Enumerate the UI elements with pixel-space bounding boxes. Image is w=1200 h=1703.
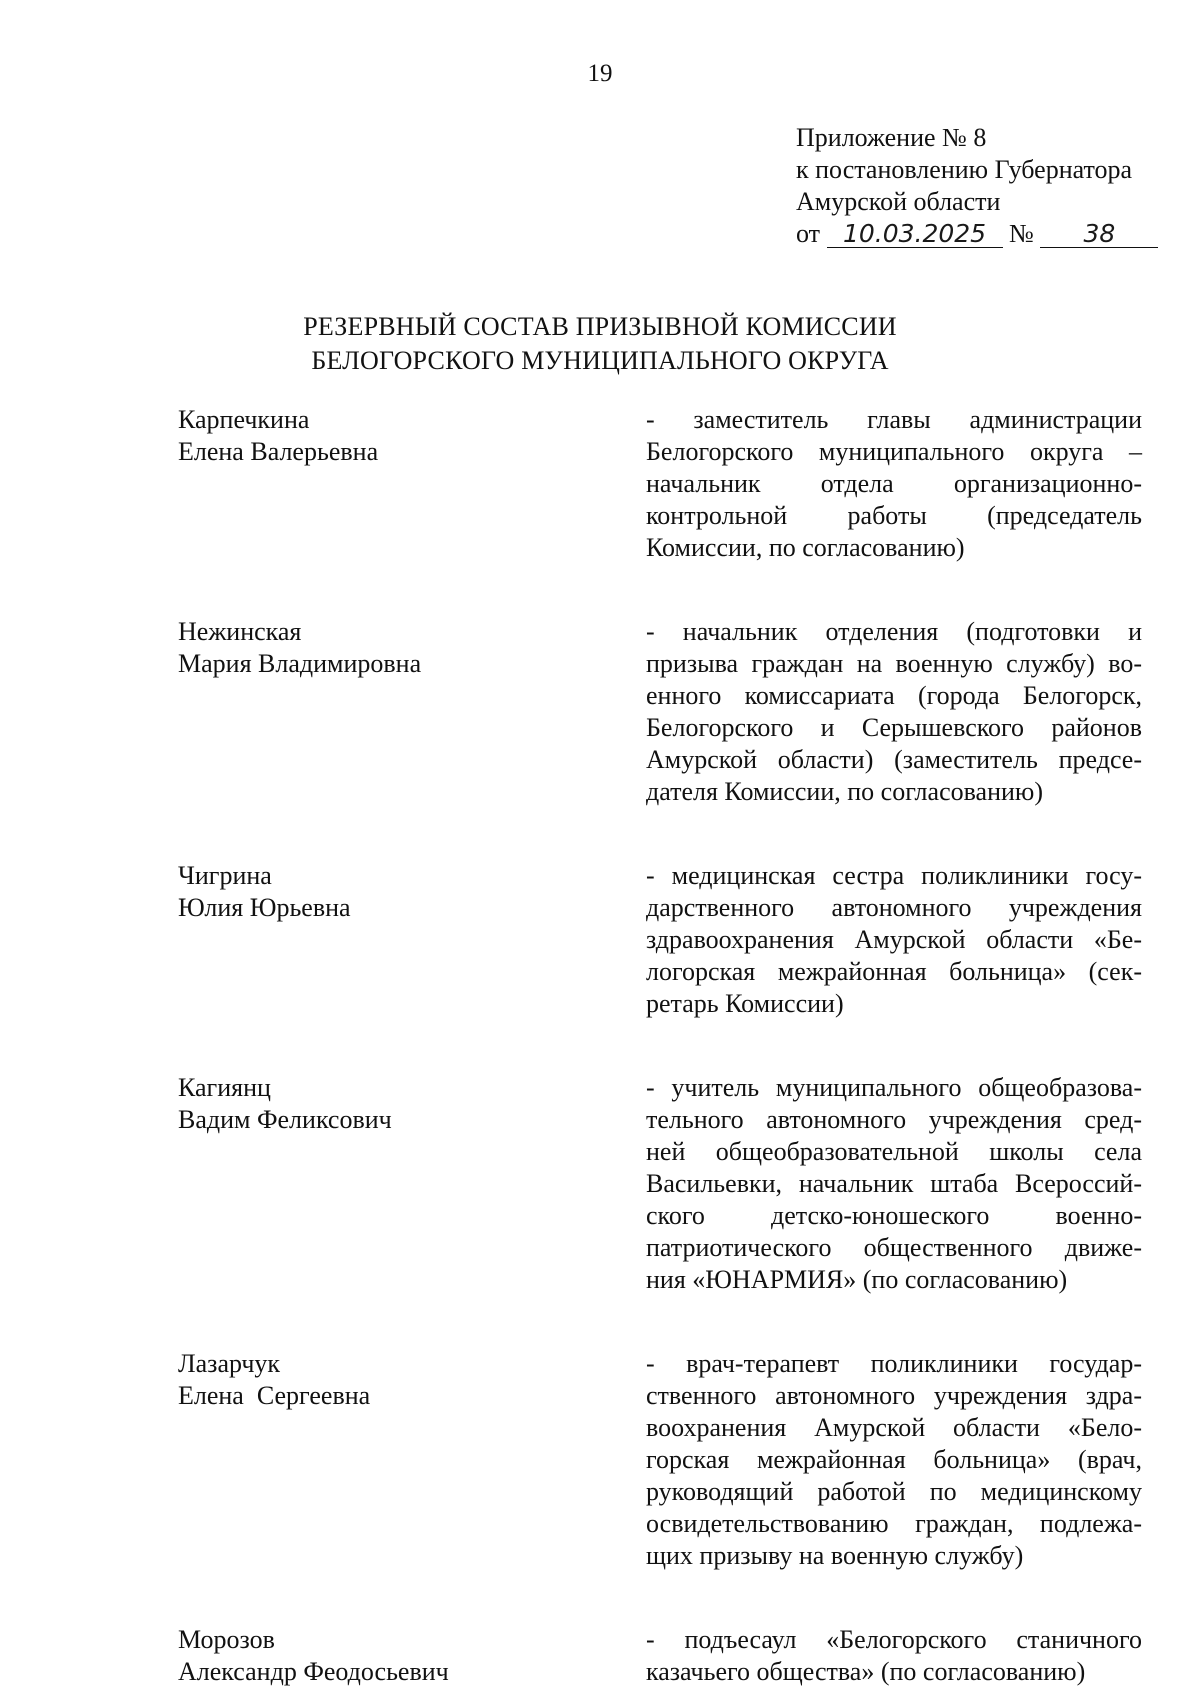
number-sign: № (1009, 219, 1034, 248)
member-role-line: енного комиссариата (города Белогорск, (646, 681, 1142, 710)
member-role (646, 616, 1142, 808)
appendix-region: Амурской области (796, 187, 1001, 216)
member-given-names: Александр Феодосьевич (178, 1657, 449, 1686)
member-role (646, 860, 1142, 1020)
member-role (646, 1348, 1142, 1572)
member-role-line: казачьего общества» (по согласованию) (646, 1657, 1086, 1686)
member-role-line: Васильевки, начальник штаба Всероссий- (646, 1169, 1142, 1198)
member-surname: Кагиянц (178, 1073, 271, 1102)
decree-date-line (796, 218, 1158, 250)
member-surname: Карпечкина (178, 405, 310, 434)
member-role-line: ственного автономного учреждения здра- (646, 1381, 1142, 1410)
member-role-line: руководящий работой по медицинскому (646, 1477, 1142, 1506)
member-role (646, 1624, 1142, 1688)
member-given-names: Мария Владимировна (178, 649, 422, 678)
title-line-2: БЕЛОГОРСКОГО МУНИЦИПАЛЬНОГО ОКРУГА (311, 346, 889, 375)
member-entry (178, 404, 1142, 564)
member-surname: Лазарчук (178, 1349, 281, 1378)
member-role-line: логорская межрайонная больница» (сек- (646, 957, 1142, 986)
member-name (178, 860, 646, 924)
member-role-line: ретарь Комиссии) (646, 989, 844, 1018)
document-title (0, 310, 1200, 378)
member-role-line: здравоохранения Амурской области «Бе- (646, 925, 1142, 954)
member-role-line: щих призыву на военную службу) (646, 1541, 1024, 1570)
member-role-line: - заместитель главы администрации (646, 405, 1142, 434)
member-role (646, 1072, 1142, 1296)
member-role-line: контрольной работы (председатель (646, 501, 1142, 530)
member-role-line: Белогорского муниципального округа – (646, 437, 1142, 466)
member-role-line: - подъесаул «Белогорского станичного (646, 1625, 1142, 1654)
member-role-line: призыва граждан на военную службу) во- (646, 649, 1142, 678)
member-entry (178, 860, 1142, 1020)
member-role-line: патриотического общественного движе- (646, 1233, 1142, 1262)
member-entry (178, 1348, 1142, 1572)
member-name (178, 404, 646, 468)
member-given-names: Юлия Юрьевна (178, 893, 351, 922)
member-role-line: - медицинская сестра поликлиники госу- (646, 861, 1142, 890)
member-role-line: - учитель муниципального общеобразова- (646, 1073, 1142, 1102)
member-surname: Морозов (178, 1625, 275, 1654)
member-role-line: начальник отдела организационно- (646, 469, 1142, 498)
member-name (178, 616, 646, 680)
member-name (178, 1072, 646, 1136)
member-role-line: - начальник отделения (подготовки и (646, 617, 1142, 646)
member-role-line: - врач-терапевт поликлиники государ- (646, 1349, 1142, 1378)
member-surname: Нежинская (178, 617, 302, 646)
member-entry (178, 616, 1142, 808)
member-role-line: Комиссии, по согласованию) (646, 533, 965, 562)
title-line-1: РЕЗЕРВНЫЙ СОСТАВ ПРИЗЫВНОЙ КОМИССИИ (303, 312, 897, 341)
member-role-line: ния «ЮНАРМИЯ» (по согласованию) (646, 1265, 1068, 1294)
member-name (178, 1348, 646, 1412)
handwritten-date: 10.03.2025 (827, 221, 1003, 248)
member-role-line: дателя Комиссии, по согласованию) (646, 777, 1043, 806)
member-role-line: дарственного автономного учреждения (646, 893, 1142, 922)
page-number: 19 (587, 60, 613, 87)
member-given-names: Вадим Феликсович (178, 1105, 392, 1134)
appendix-number: Приложение № 8 (796, 123, 987, 152)
member-role (646, 404, 1142, 564)
member-entry (178, 1624, 1142, 1688)
member-role-line: освидетельствованию граждан, подлежа- (646, 1509, 1142, 1538)
members-list (178, 404, 1142, 1688)
member-given-names: Елена Валерьевна (178, 437, 379, 466)
member-role-line: Белогорского и Серышевского районов (646, 713, 1142, 742)
member-role-line: ней общеобразовательной школы села (646, 1137, 1142, 1166)
member-role-line: горская межрайонная больница» (врач, (646, 1445, 1142, 1474)
member-given-names: Елена Сергеевна (178, 1381, 371, 1410)
member-role-line: воохранения Амурской области «Бело- (646, 1413, 1142, 1442)
member-role-line: Амурской области) (заместитель предсе- (646, 745, 1142, 774)
member-entry (178, 1072, 1142, 1296)
handwritten-number: 38 (1040, 221, 1158, 248)
member-name (178, 1624, 646, 1688)
appendix-block (796, 122, 1158, 250)
appendix-reference: к постановлению Губернатора (796, 155, 1133, 184)
date-prefix: от (796, 219, 821, 248)
member-surname: Чигрина (178, 861, 272, 890)
member-role-line: ского детско-юношеского военно- (646, 1201, 1142, 1230)
member-role-line: тельного автономного учреждения сред- (646, 1105, 1142, 1134)
